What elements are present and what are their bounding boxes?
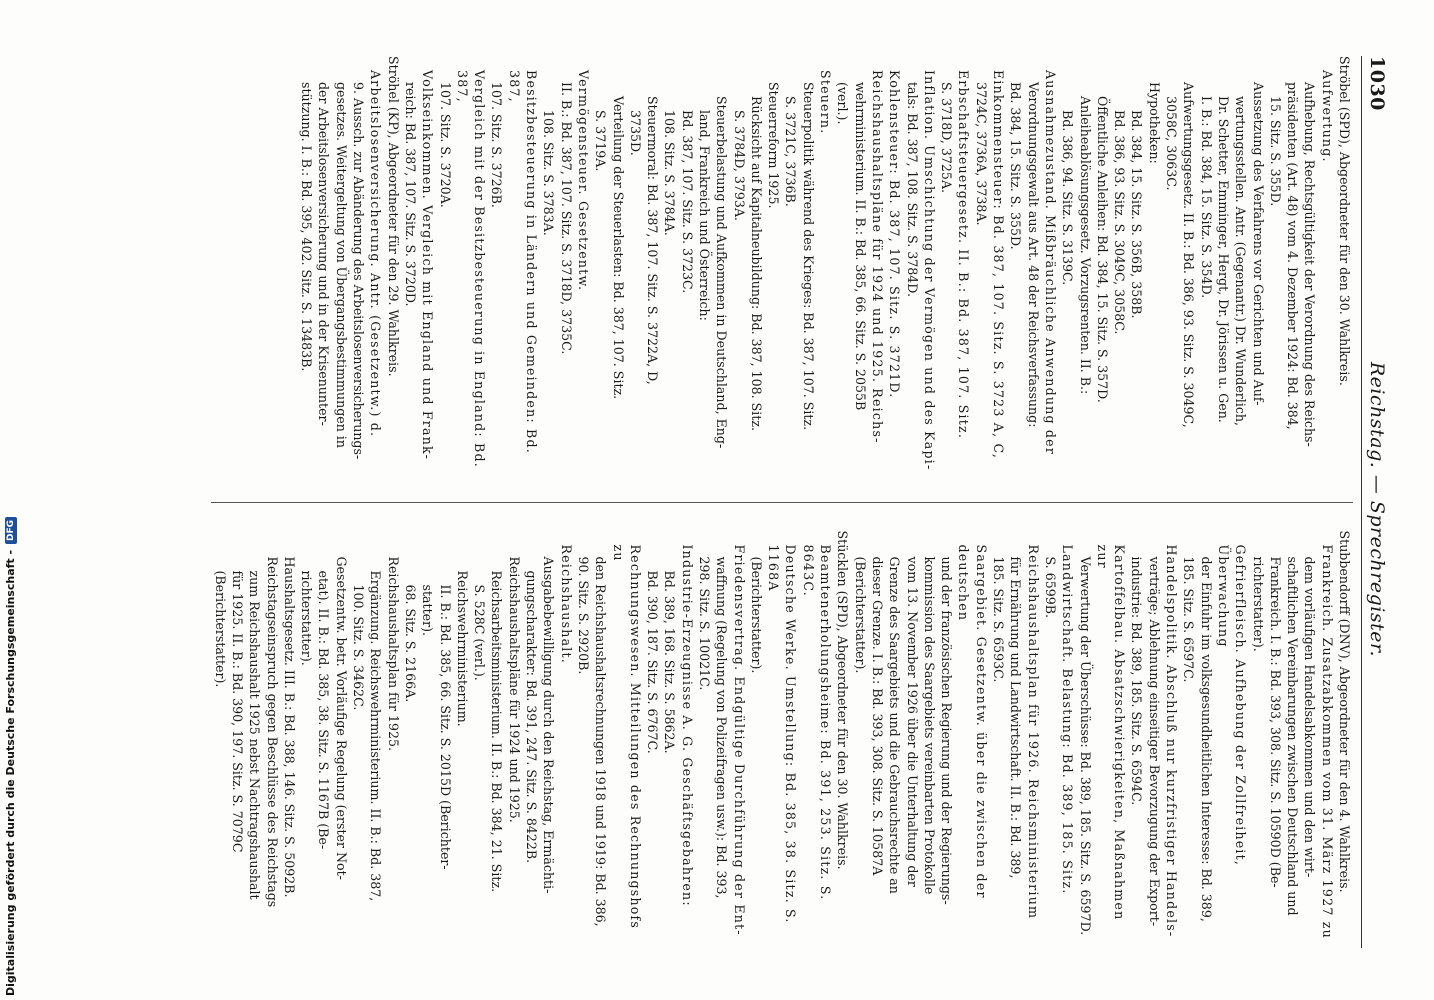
index-entry-line <box>1024 531 1041 949</box>
index-entry-line <box>523 531 540 949</box>
index-entry-line <box>851 56 868 474</box>
entry-text: Friedensvertrag. Endgültige Durchführung der Ent- <box>731 544 747 936</box>
index-entry-line <box>575 531 592 949</box>
index-entry-line <box>903 56 920 474</box>
index-entry-line <box>1007 56 1024 474</box>
index-entry-line <box>402 531 419 949</box>
index-entry-line <box>955 56 972 474</box>
index-entry-line <box>938 56 955 474</box>
entry-text: der Arbeitslosenversicherung und in der Krisenunter- <box>316 82 332 426</box>
index-entry-line <box>1267 56 1284 474</box>
index-entry-line <box>557 56 574 474</box>
index-entry-line <box>1094 56 1111 474</box>
entry-text: II. B.: Bd. 387, 107. Sitz. S. 3718D, 3735C. <box>558 82 574 355</box>
index-entry-line <box>1163 56 1180 474</box>
entry-text: Besitzbesteuerung in Ländern und Gemeinden: Bd. 387, <box>506 70 540 454</box>
index-entry-line <box>713 56 730 474</box>
index-entry-line <box>1007 531 1024 949</box>
index-entry-line <box>1076 531 1093 949</box>
index-entry-line <box>367 531 384 949</box>
index-entry-line <box>1180 531 1197 949</box>
entry-text: Bd. 384, 15. Sitz. S. 356B, 358B. <box>1129 110 1145 319</box>
entry-text: 90. Sitz. S. 2920B. <box>575 556 591 675</box>
entry-text: Steuermoral: Bd. 387, 107. Sitz. S. 3722A, D, <box>645 96 661 385</box>
index-entry-line <box>1042 531 1059 949</box>
credit-text: Digitalisierung gefördert durch die Deutsche Forschungsgemeinschaft - <box>4 549 17 996</box>
entry-text: Erbschaftsteuergesetz. II. B.: Bd. 387, 107. Sitz. <box>956 70 972 440</box>
index-entry-line <box>1301 531 1318 949</box>
index-entry-line <box>1059 531 1076 949</box>
left-column <box>211 56 1353 474</box>
speaker-name: Ströbel <box>1337 56 1352 103</box>
index-entry-line <box>938 531 955 949</box>
entry-text: Frankreich. I. B.: Bd. 393, 308. Sitz. S. 10590D (Be- <box>1267 556 1283 888</box>
index-entry-line <box>765 531 800 949</box>
entry-text: wertungsstellen. Antr. (Gegenantr.) Dr. Wunderlich, <box>1233 96 1249 427</box>
index-entry-line <box>436 531 453 949</box>
index-entry-line <box>834 56 851 474</box>
index-entry-line <box>592 56 609 474</box>
index-entry-line <box>1318 531 1335 949</box>
index-entry-line <box>471 531 488 949</box>
digitization-credit <box>4 6 17 996</box>
entry-text: zum Reichshaushalt 1925 nebst Nachtragshaushalt <box>247 570 263 900</box>
index-entry-line <box>800 56 817 474</box>
entry-text: etat). II. B.: Bd. 385, 38. Sitz. S. 1167B (Be- <box>316 570 332 850</box>
entry-text: 3735D. <box>627 110 643 156</box>
index-entry-line <box>661 531 678 949</box>
entry-text: 3724C, 3736A, 3738A. <box>973 82 989 226</box>
entry-text: Aufwertungsgesetz. II. B.: Bd. 386, 93. Sitz. S. 3049C, <box>1181 82 1197 428</box>
index-entry-line <box>782 56 799 474</box>
entry-text: Reichshaushaltspläne für 1924 und 1925. Reichs- <box>869 70 885 444</box>
index-entry-line <box>246 531 263 949</box>
index-entry-line <box>298 56 315 474</box>
index-entry-line <box>627 56 644 474</box>
entry-text: (verl.). <box>835 82 851 125</box>
entry-text: Reichshaushalt. <box>558 544 574 664</box>
index-entry-line <box>678 531 695 949</box>
index-entry-line <box>609 531 644 949</box>
entry-text: Reichstagseinspruch gegen Beschlüsse des Reichstags <box>264 556 280 908</box>
entry-text: reich: Bd. 387, 107. Sitz. S. 3720D. <box>402 82 418 307</box>
index-entry-line <box>592 531 609 949</box>
entry-text: richterstatter). <box>1250 556 1266 652</box>
entry-text: Bd. 386, 93. Sitz. S. 3049C, 3058C. <box>1112 110 1128 335</box>
index-entry-line <box>298 531 315 949</box>
index-entry-line <box>540 531 557 949</box>
speaker-name: Stubbendorff <box>1337 530 1352 615</box>
index-entry-line <box>886 56 903 474</box>
index-entry-line <box>817 56 834 474</box>
entry-text: 15. Sitz. S. 355D. <box>1267 96 1283 207</box>
speaker-name: Ströhel <box>385 56 401 103</box>
entry-text: gungscharakter: Bd. 391, 247. Sitz. S. 8422B. <box>524 570 540 864</box>
index-entry-line <box>748 531 765 949</box>
entry-text: Ergänzung. Reichswehrministerium. II. B.: Bd. 387, <box>368 570 384 902</box>
entry-text: 298. Sitz. S. 10021C. <box>697 556 713 691</box>
entry-text: Verordnungsgewalt aus Art. 48 der Reichsverfassung: <box>1025 82 1041 428</box>
index-entry-line <box>211 531 228 949</box>
index-entry-line <box>1163 531 1180 949</box>
index-entry-line <box>1301 56 1318 474</box>
entry-text: Haushaltsgesetz. III. B.: Bd. 388, 146. Sitz. S. 5092B. <box>281 556 297 898</box>
index-entry-line <box>1076 56 1093 474</box>
entry-text: (Berichterstatter). <box>852 556 868 674</box>
entry-text: 185. Sitz. S. 6597C. <box>1181 556 1197 683</box>
entry-text: 108. Sitz. S. 3783A. <box>541 110 557 236</box>
entry-text: (Berichterstatter). <box>748 556 764 674</box>
index-entry-line <box>1318 56 1335 474</box>
entry-text: waffnung (Regelung von Polizeifragen usw.): Bd. 393, <box>714 556 730 899</box>
index-entry-line <box>1128 56 1145 474</box>
index-entry-line <box>696 531 713 949</box>
entry-text: dem vorläufigen Handelsabkommen und den wirt- <box>1302 556 1318 878</box>
index-entry-line <box>350 56 367 474</box>
entry-text: Industrie-Erzeugnisse A. G. Geschäftsgebahren: <box>679 544 695 907</box>
entry-text: Bd. 384, 15. Sitz. S. 355D. <box>1008 82 1024 250</box>
entry-text: Gesetzentw. betr. Vorläufige Regelung (erster Not- <box>333 556 349 880</box>
entry-text: (SPD), Abgeordneter für den 30. Wahlkreis. <box>1337 102 1352 386</box>
index-entry-line <box>505 56 540 474</box>
entry-text: für 1925. II. B.: Bd. 390, 197. Sitz. S. 7079C <box>230 570 245 853</box>
entry-text: Frankreich. Zusatzabkommen vom 31. März 1927 zu <box>1319 544 1335 939</box>
index-entry-line <box>644 56 661 474</box>
entry-text: Grenze des Saargebiets und die Gebrauchsrechte an <box>887 556 903 894</box>
entry-text: Vergleich mit der Besitzbesteuerung in England: Bd. 387, <box>454 70 488 468</box>
entry-text: schaftlichen Vereinbarungen zwischen Deutschland und <box>1285 556 1301 916</box>
index-entry-line <box>851 531 868 949</box>
index-entry-line <box>696 56 713 474</box>
entry-text: Kohlensteuer: Bd. 387, 107. Sitz. S. 3721D. <box>887 70 903 399</box>
index-entry-line <box>540 56 557 474</box>
index-entry-line <box>609 56 626 474</box>
index-entry-line <box>1145 531 1162 949</box>
entry-text: Öffentliche Anleihen: Bd. 384, 15. Sitz. S. 357D. <box>1094 96 1110 403</box>
index-entry-line <box>730 531 747 949</box>
entry-text: Volkseinkommen. Vergleich mit England und Frank- <box>420 70 436 461</box>
entry-text: Aufhebung, Rechtsgültigkeit der Verordnung des Reichs- <box>1302 82 1318 447</box>
entry-text: Steuerreform 1925. <box>766 82 782 209</box>
index-entry-line <box>1197 56 1214 474</box>
index-entry-line <box>436 56 453 474</box>
index-entry-line <box>1059 56 1076 474</box>
entry-text: Reichshaushaltspläne für 1924 und 1925. <box>506 556 522 823</box>
entry-text: 108. Sitz. S. 3784A. <box>662 110 678 236</box>
entry-text: S. 3721C, 3736B. <box>783 96 799 207</box>
entry-text: S. 528C (verl.). <box>472 584 488 681</box>
index-entry-line <box>384 531 401 949</box>
index-entry-heading <box>384 56 401 474</box>
entry-text: 100. Sitz. S. 3462C. <box>351 584 367 711</box>
index-entry-line <box>419 531 436 949</box>
running-title: Reichstag. — Sprechregister. <box>1366 361 1388 657</box>
index-entry-line <box>575 56 592 474</box>
dfg-logo-icon: DFG <box>5 517 17 544</box>
entry-text: richterstatter). <box>299 570 315 666</box>
index-entry-line <box>350 531 367 949</box>
entry-text: S. 3719A. <box>593 110 609 172</box>
index-entry-line <box>488 531 505 949</box>
entry-text: präsidenten (Art. 48) vom 4. Dezember 1924: Bd. 384, <box>1285 82 1301 430</box>
entry-text: S. 3784D, 3793A. <box>731 110 747 222</box>
entry-text: 107. Sitz. S. 3720A. <box>437 82 453 208</box>
entry-text: I. B.: Bd. 384, 15. Sitz. S. 354D. <box>1198 96 1214 299</box>
index-entry-line <box>454 56 489 474</box>
entry-text: (SPD), Abgeordneter für den 30. Wahlkreis. <box>835 586 851 870</box>
entry-text: (KP), Abgeordneter für den 29. Wahlkreis. <box>385 102 401 377</box>
column-divider <box>211 502 1353 503</box>
entry-text: Landwirtschaft. Belastung: Bd. 389, 185. Sitz. <box>1060 544 1076 895</box>
index-entry-line <box>869 56 886 474</box>
index-entry-line <box>1197 531 1214 949</box>
index-entry-line <box>1215 531 1250 949</box>
index-entry-line <box>921 56 938 474</box>
index-entry-line <box>1249 531 1266 949</box>
index-entry-line <box>990 531 1007 949</box>
index-entry-line <box>557 531 574 949</box>
entry-text: Aufwertung. <box>1319 70 1335 163</box>
index-entry-line <box>972 56 989 474</box>
index-entry-line <box>1180 56 1197 474</box>
entry-text: Saargebiet. Gesetzentw. über die zwischen der deutschen <box>956 544 989 899</box>
entry-text: Bd. 387, 107. Sitz. S. 3723C. <box>679 110 695 294</box>
entry-text: Reichshaushaltsplan für 1925. <box>385 556 401 752</box>
entry-text: Steuern. <box>818 70 834 135</box>
entry-text: 107. Sitz. S. 3726B. <box>489 82 505 208</box>
index-entry-line <box>332 531 349 949</box>
entry-text: dieser Grenze. I. B.: Bd. 393, 308. Sitz. S. 10587A <box>869 556 885 876</box>
index-entry-line <box>730 56 747 474</box>
entry-text: verträge; Ablehnung einseitiger Bevorzugung der Export- <box>1146 556 1162 927</box>
entry-text: Vermögensteuer. Gesetzentw. <box>575 70 591 292</box>
index-entry-heading <box>1336 56 1353 474</box>
index-entry-line <box>644 531 661 949</box>
entry-text: Handelspolitik. Abschluß nur kurzfristiger Handels- <box>1164 544 1180 938</box>
entry-text: industrie: Bd. 389, 185. Sitz. S. 6594C. <box>1129 556 1145 806</box>
entry-text: (Berichterstatter). <box>212 570 228 688</box>
entry-text: Einkommensteuer: Bd. 387, 107. Sitz. S. 3723 A, C, <box>991 70 1007 460</box>
speaker-name: Stücklen <box>835 530 851 587</box>
index-entry-line <box>1042 56 1059 474</box>
entry-text: 3058C, 3063C. <box>1164 96 1180 191</box>
index-entry-line <box>281 531 298 949</box>
entry-text: Steuerbelastung und Aufkommen in Deutschland, Eng- <box>714 96 730 449</box>
right-column <box>211 531 1353 949</box>
entry-text: Ausnahmezustand. Mißbräuchliche Anwendung der <box>1042 70 1058 456</box>
entry-text: stützung. I. B.: Bd. 395, 402. Sitz. S. 13483B. <box>299 82 315 372</box>
index-entry-line <box>1267 531 1284 949</box>
entry-text: Reichshaushaltsplan für 1926. Reichsministerium <box>1025 544 1041 920</box>
entry-text: Bd. 386, 94. Sitz. S. 3139C. <box>1060 110 1076 286</box>
index-entry-line <box>1128 531 1145 949</box>
index-entry-line <box>886 531 903 949</box>
entry-text: 185. Sitz. S. 6593C. <box>991 556 1007 683</box>
index-entry-heading <box>1336 531 1353 949</box>
entry-text: wehrministerium. II. B.: Bd. 385, 66. Sitz. S. 2055B <box>852 82 868 411</box>
entry-text: Reichswehrministerium. <box>454 570 470 727</box>
entry-text: statter). <box>420 584 436 637</box>
index-entry-line <box>229 531 246 949</box>
entry-text: (DNV), Abgeordneter für den 4. Wahlkreis. <box>1337 614 1352 893</box>
entry-text: Steuerpolitik während des Krieges: Bd. 387, 107. Sitz. <box>800 82 816 431</box>
index-entry-line <box>748 56 765 474</box>
index-entry-line <box>903 531 920 949</box>
index-entry-heading <box>834 531 851 949</box>
index-entry-line <box>419 56 436 474</box>
entry-text: vom 13. November 1926 über die Unterhaltung der <box>904 556 920 887</box>
index-entry-line <box>955 531 990 949</box>
entry-text: S. 6599B. <box>1042 556 1058 618</box>
index-entry-line <box>402 56 419 474</box>
entry-text: S. 3718D, 3725A. <box>939 82 955 194</box>
page-header <box>1361 56 1388 948</box>
index-entry-line <box>263 531 280 949</box>
index-entry-line <box>1249 56 1266 474</box>
entry-text: Bd. 389, 168. Sitz. S. 5862A. <box>662 570 678 754</box>
entry-text: Beamtenerholungsheime: Bd. 391, 253. Sitz. S. 8643C. <box>800 544 834 901</box>
index-entry-line <box>800 531 835 949</box>
index-entry-line <box>869 531 886 949</box>
entry-text: Hypotheken: <box>1146 82 1162 164</box>
index-entry-line <box>315 56 332 474</box>
entry-text: Reichsarbeitsministerium. II. B.: Bd. 384, 21. Sitz. <box>489 570 505 893</box>
index-entry-line <box>1024 56 1041 474</box>
entry-text: land, Frankreich und Österreich: <box>697 110 713 321</box>
index-entry-line <box>1284 531 1301 949</box>
entry-text: tals: Bd. 387, 108. Sitz. S. 3784D. <box>904 82 920 297</box>
entry-text: Anleiheablösungsgesetz. Vorzugsrenten. II. B.: <box>1077 96 1093 395</box>
entry-text: Gefrierfleisch. Aufhebung der Zollfreiheit, Überwachung <box>1215 544 1249 867</box>
index-entry-line <box>454 531 471 949</box>
entry-text: Dr. Schetter, Emminger, Hergt, Dr. Jörissen u. Gen. <box>1215 96 1231 423</box>
index-entry-line <box>1215 56 1232 474</box>
index-entry-line <box>921 531 938 949</box>
index-entry-line <box>678 56 695 474</box>
index-entry-line <box>990 56 1007 474</box>
entry-text: und der französischen Regierung und der Regierungs- <box>939 556 955 905</box>
index-entry-line <box>315 531 332 949</box>
entry-text: II. B.: Bd. 385, 66. Sitz. S. 2015D (Berichter- <box>437 584 453 870</box>
index-entry-line <box>1284 56 1301 474</box>
entry-text: gesetzes. Weitergeltung von Übergangsbestimmungen in <box>333 82 349 448</box>
index-entry-line <box>505 531 522 949</box>
index-entry-line <box>332 56 349 474</box>
entry-text: Kartoffelbau. Absatzschwierigkeiten, Maßnahmen zur <box>1094 544 1128 921</box>
entry-text: für Ernährung und Landwirtschaft. II. B.: Bd. 389, <box>1008 556 1024 879</box>
entry-text: der Einfuhr im volksgesundheitlichen Interesse: Bd. 389, <box>1198 556 1214 922</box>
index-entry-line <box>661 56 678 474</box>
entry-text: Deutsche Werke. Umstellung: Bd. 385, 38. Sitz. S. 1168A <box>766 544 799 924</box>
entry-text: den Reichshaushaltsrechnungen 1918 und 1919: Bd. 386, <box>593 556 609 927</box>
two-column-body <box>211 56 1353 948</box>
index-entry-line <box>1094 531 1129 949</box>
index-entry-line <box>1145 56 1162 474</box>
entry-text: Inflation. Umschichtung der Vermögen und des Kapi- <box>921 70 937 471</box>
entry-text: kommission des Saargebiets vereinbarten Protokolle <box>921 556 937 895</box>
index-entry-line <box>367 56 384 474</box>
entry-text: Ausgabebewilligung durch den Reichstag, Ermächti- <box>541 556 557 894</box>
entry-text: Aussetzung des Verfahrens vor Gerichten und Auf- <box>1250 82 1266 406</box>
entry-text: 68. Sitz. S. 2166A. <box>402 584 418 703</box>
entry-text: Arbeitslosenversicherung. Antr. (Gesetzentw.) d. <box>368 70 384 438</box>
page-number: 1030 <box>1366 56 1388 111</box>
entry-text: Bd. 390, 187. Sitz. S. 6767C. <box>645 570 661 754</box>
entry-text: Rücksicht auf Kapitalneubildung: Bd. 387, 108. Sitz. <box>748 96 764 432</box>
index-entry-line <box>765 56 782 474</box>
entry-text: Verteilung der Steuerlasten: Bd. 387, 107. Sitz. <box>610 96 626 400</box>
index-entry-line <box>713 531 730 949</box>
index-entry-line <box>488 56 505 474</box>
entry-text: 9. Aussch. zur Abänderung des Arbeitslosenversicherungs- <box>351 82 367 460</box>
entry-text: Verwertung der Überschüsse: Bd. 389, 185. Sitz. S. 6597D. <box>1077 556 1093 936</box>
index-entry-line <box>1232 56 1249 474</box>
entry-text: Rechnungswesen. Mitteilungen des Rechnungshofs zu <box>610 544 643 930</box>
index-entry-line <box>1111 56 1128 474</box>
